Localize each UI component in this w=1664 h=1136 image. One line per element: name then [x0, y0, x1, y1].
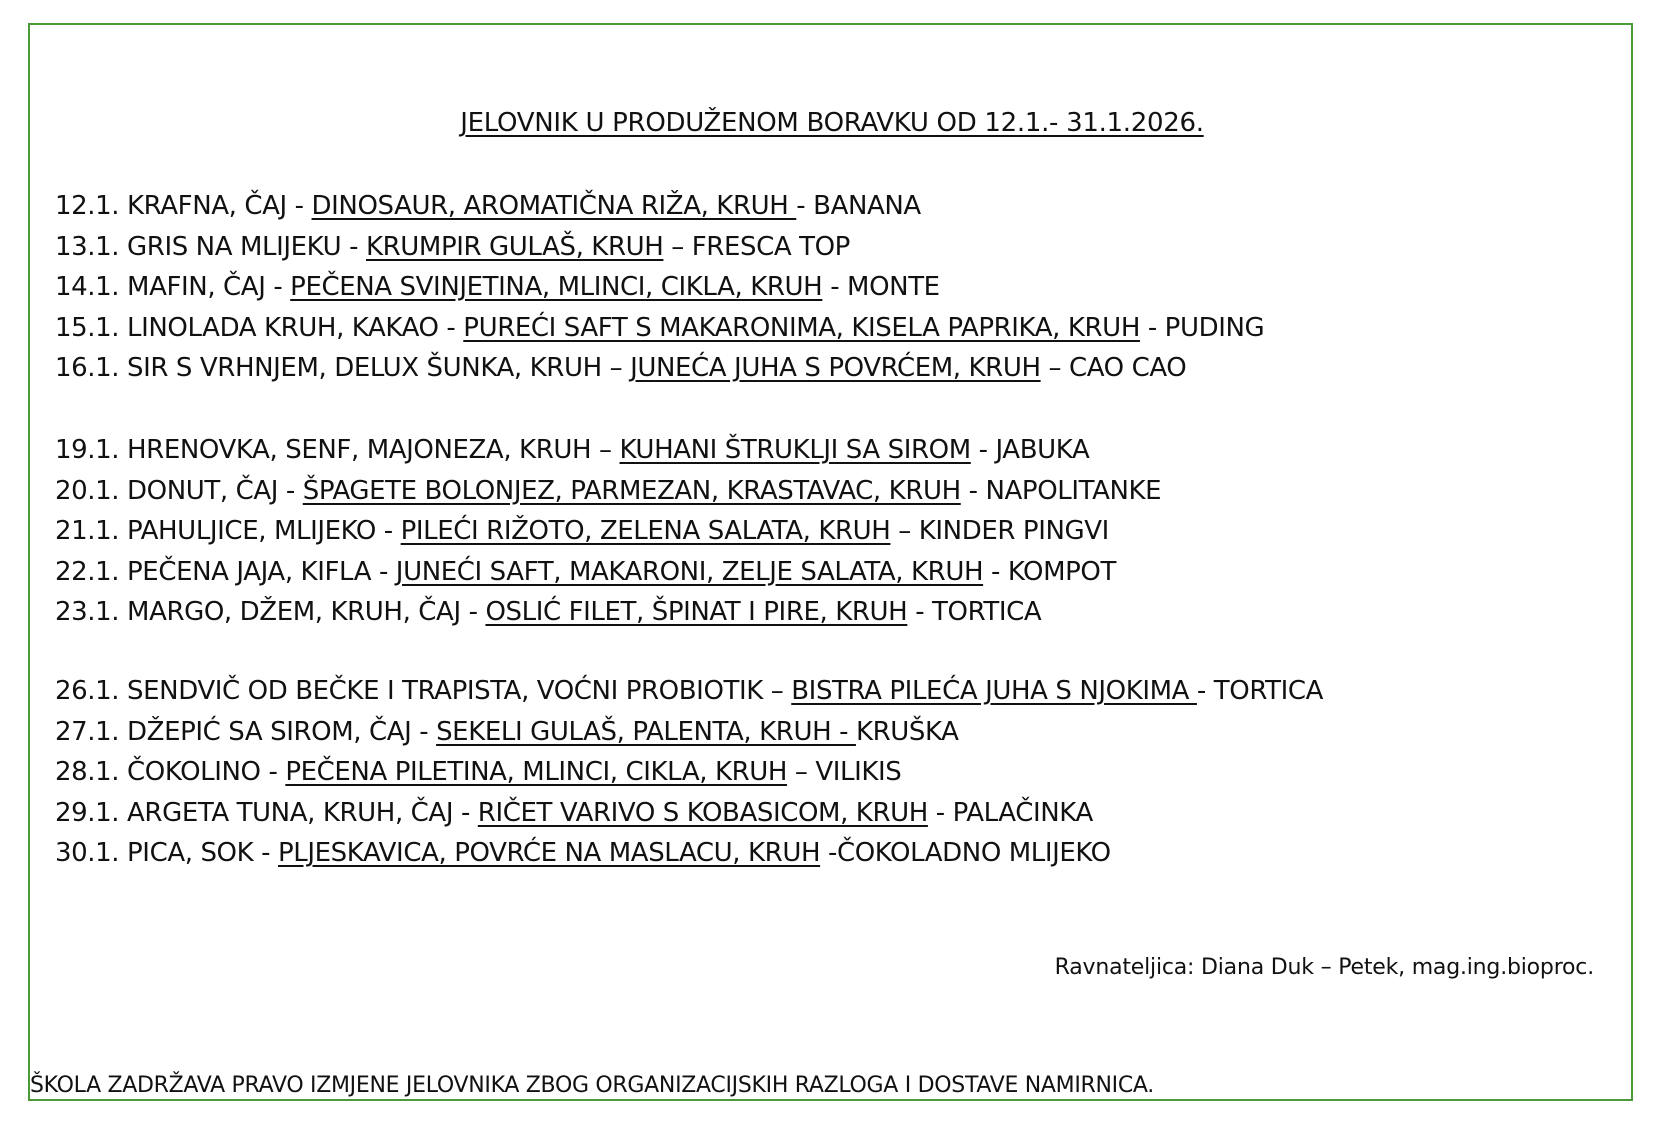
menu-lunch: PLJESKAVICA, POVRĆE NA MASLACU, KRUH — [277, 838, 821, 868]
week-2-menu — [55, 430, 1161, 633]
menu-date: 21.1. — [55, 516, 120, 546]
menu-row — [55, 267, 1264, 308]
menu-date: 29.1. — [55, 797, 128, 828]
menu-date: 30.1. — [55, 838, 120, 868]
menu-snack: -ČOKOLADNO MLIJEKO — [820, 838, 1111, 868]
menu-row — [55, 227, 1264, 268]
menu-lunch: PUREĆI SAFT S MAKARONIMA, KISELA PAPRIKA, KRUH — [463, 312, 1140, 343]
menu-breakfast: DŽEPIĆ SA SIROM, ČAJ - — [127, 716, 437, 747]
menu-breakfast: PICA, SOK - — [127, 838, 278, 868]
menu-row — [55, 471, 1161, 512]
menu-breakfast: PAHULJICE, MLIJEKO - — [127, 516, 401, 546]
menu-breakfast: KRAFNA, ČAJ - — [127, 191, 312, 221]
menu-date: 28.1. — [55, 757, 128, 787]
menu-date: 23.1. — [55, 597, 120, 627]
menu-date: 26.1. — [55, 676, 128, 706]
menu-row — [55, 186, 1264, 227]
menu-snack: KRUŠKA — [855, 716, 959, 747]
menu-breakfast: PEČENA JAJA, KIFLA - — [127, 556, 396, 587]
menu-row — [55, 752, 1323, 793]
menu-row — [55, 833, 1323, 874]
menu-breakfast: MARGO, DŽEM, KRUH, ČAJ - — [127, 597, 486, 627]
menu-row — [55, 430, 1161, 471]
menu-date: 16.1. — [55, 353, 120, 383]
menu-date: 13.1. — [55, 231, 120, 262]
menu-row — [55, 592, 1161, 633]
menu-lunch: PEČENA SVINJETINA, MLINCI, CIKLA, KRUH — [290, 272, 823, 302]
menu-snack: - JABUKA — [970, 435, 1090, 465]
menu-snack: - TORTICA — [907, 597, 1042, 627]
menu-lunch: KUHANI ŠTRUKLJI SA SIROM — [619, 435, 971, 465]
menu-breakfast: ARGETA TUNA, KRUH, ČAJ - — [127, 797, 478, 828]
menu-date: 19.1. — [55, 435, 120, 465]
menu-breakfast: MAFIN, ČAJ - — [127, 272, 291, 302]
week-3-menu — [55, 671, 1323, 874]
menu-date: 22.1. — [55, 556, 120, 587]
menu-lunch: PEČENA PILETINA, MLINCI, CIKLA, KRUH — [285, 757, 788, 787]
menu-row — [55, 793, 1323, 834]
menu-row — [55, 348, 1264, 389]
menu-date: 20.1. — [55, 475, 120, 506]
menu-snack: - NAPOLITANKE — [960, 475, 1162, 506]
menu-lunch: BISTRA PILEĆA JUHA S NJOKIMA — [791, 676, 1197, 706]
footer-notice: ŠKOLA ZADRŽAVA PRAVO IZMJENE JELOVNIKA ZBOG ORGANIZACIJSKIH RAZLOGA I DOSTAVE NAMIRNICA. — [30, 1073, 1154, 1098]
menu-lunch: RIČET VARIVO S KOBASICOM, KRUH — [477, 797, 928, 828]
menu-row — [55, 308, 1264, 349]
menu-lunch: OSLIĆ FILET, ŠPINAT I PIRE, KRUH — [485, 597, 908, 627]
menu-lunch: JUNEĆI SAFT, MAKARONI, ZELJE SALATA, KRUH — [395, 556, 984, 587]
menu-snack: - BANANA — [796, 191, 921, 221]
menu-lunch: SEKELI GULAŠ, PALENTA, KRUH - — [436, 716, 856, 747]
menu-lunch: ŠPAGETE BOLONJEZ, PARMEZAN, KRASTAVAC, KRUH — [302, 475, 961, 506]
menu-snack: – CAO CAO — [1040, 353, 1187, 383]
menu-row — [55, 552, 1161, 593]
menu-snack: - MONTE — [822, 272, 940, 302]
menu-breakfast: LINOLADA KRUH, KAKAO - — [127, 312, 464, 343]
menu-snack: – FRESCA TOP — [663, 231, 850, 262]
menu-breakfast: SENDVIČ OD BEČKE I TRAPISTA, VOĆNI PROBIOTIK – — [127, 676, 792, 706]
menu-row — [55, 671, 1323, 712]
menu-row — [55, 511, 1161, 552]
menu-lunch: KRUMPIR GULAŠ, KRUH — [365, 231, 664, 262]
menu-date: 27.1. — [55, 716, 128, 747]
menu-row — [55, 712, 1323, 753]
week-1-menu — [55, 186, 1264, 389]
menu-title: JELOVNIK U PRODUŽENOM BORAVKU OD 12.1.- 31.1.2026. — [460, 108, 1204, 138]
menu-date: 14.1. — [55, 272, 120, 302]
menu-snack: - PALAČINKA — [927, 797, 1093, 828]
menu-lunch: DINOSAUR, AROMATIČNA RIŽA, KRUH — [311, 191, 797, 221]
menu-breakfast: ČOKOLINO - — [127, 757, 286, 787]
menu-snack: – VILIKIS — [787, 757, 902, 787]
menu-breakfast: DONUT, ČAJ - — [127, 475, 303, 506]
menu-breakfast: GRIS NA MLIJEKU - — [127, 231, 366, 262]
menu-breakfast: SIR S VRHNJEM, DELUX ŠUNKA, KRUH – — [127, 353, 631, 383]
menu-snack: - PUDING — [1139, 312, 1265, 343]
principal-signature: Ravnateljica: Diana Duk – Petek, mag.ing.bioproc. — [1054, 955, 1594, 980]
menu-snack: - KOMPOT — [983, 556, 1116, 587]
menu-lunch: JUNEĆA JUHA S POVRĆEM, KRUH — [630, 353, 1041, 383]
menu-snack: - TORTICA — [1196, 676, 1323, 706]
menu-date: 15.1. — [55, 312, 120, 343]
menu-lunch: PILEĆI RIŽOTO, ZELENA SALATA, KRUH — [400, 516, 891, 546]
menu-snack: – KINDER PINGVI — [890, 516, 1109, 546]
menu-breakfast: HRENOVKA, SENF, MAJONEZA, KRUH – — [127, 435, 620, 465]
menu-date: 12.1. — [55, 191, 120, 221]
